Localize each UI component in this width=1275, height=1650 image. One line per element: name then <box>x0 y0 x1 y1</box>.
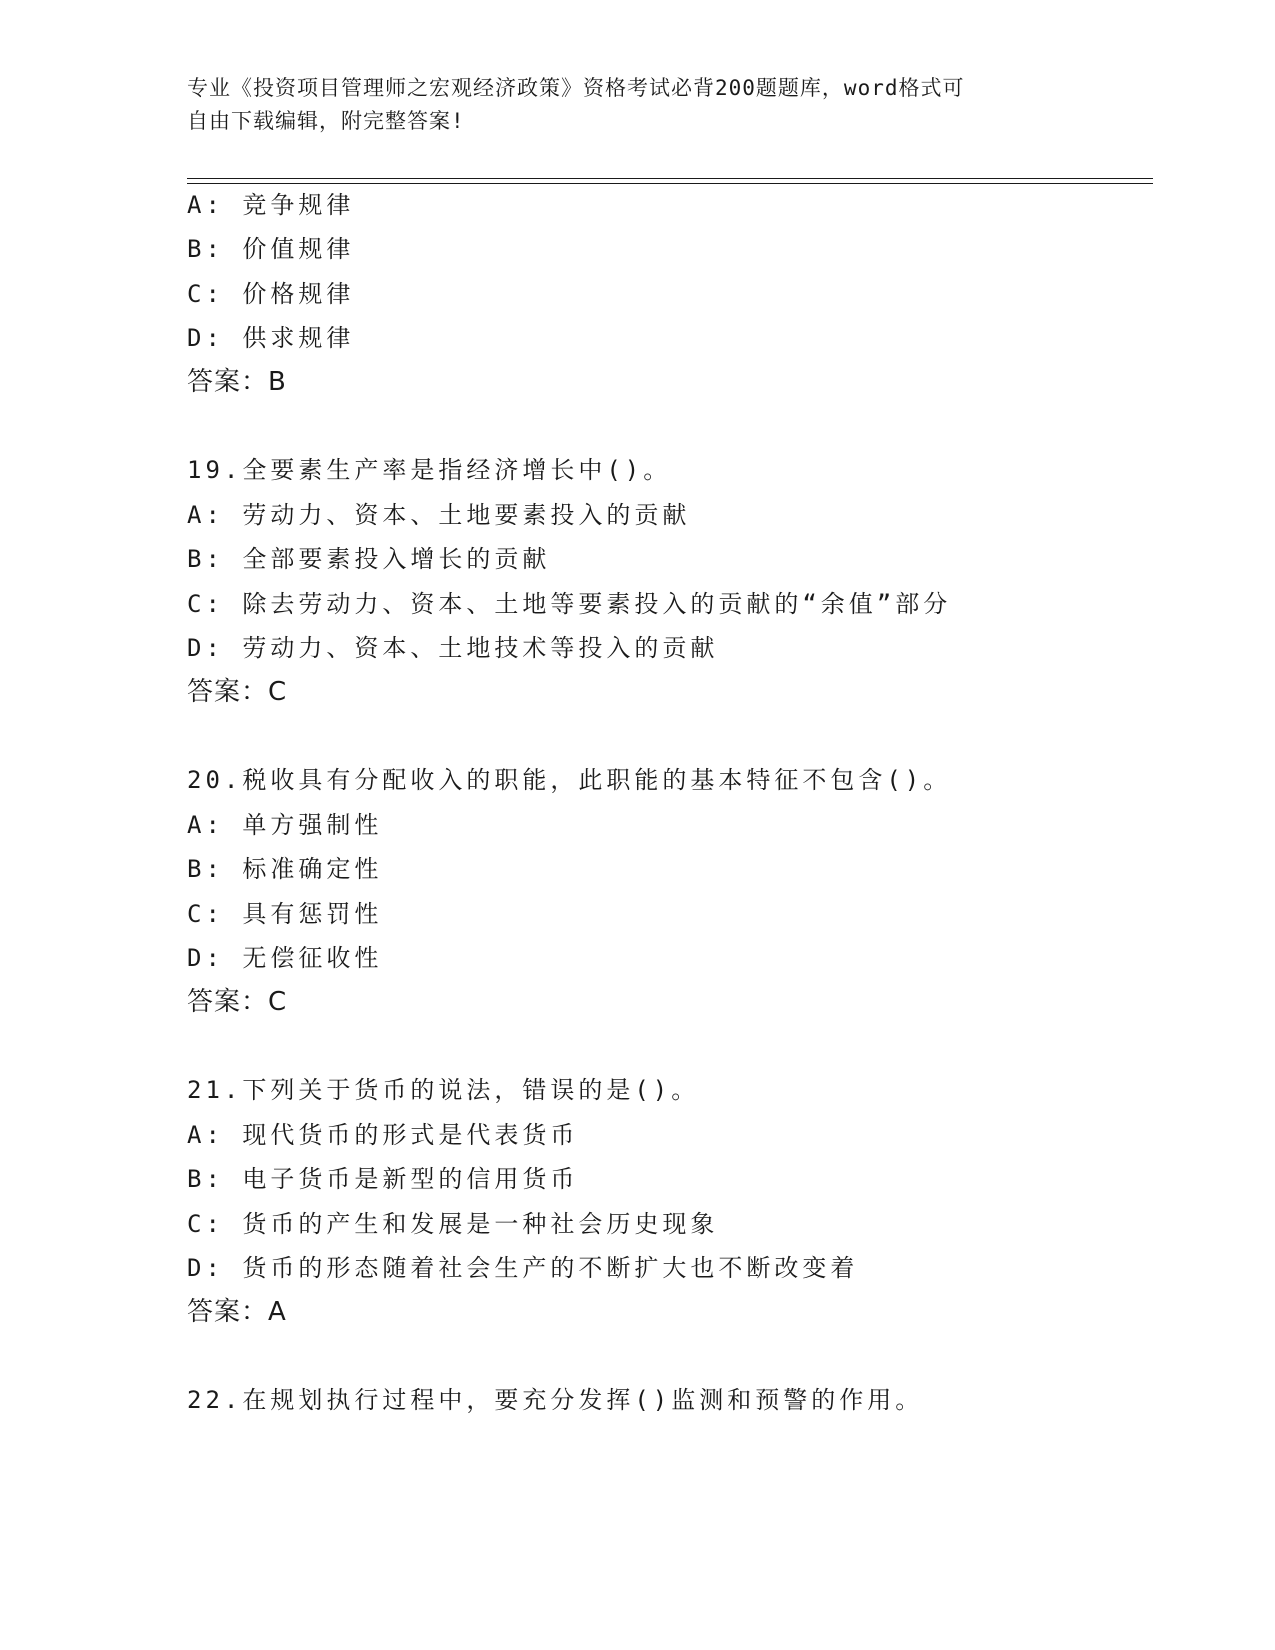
q21-question: 21.下列关于货币的说法，错误的是()。 <box>187 1076 700 1104</box>
q19-option-c: C: 除去劳动力、资本、土地等要素投入的贡献的“余值”部分 <box>187 590 952 618</box>
q19-answer: 答案：C <box>187 677 288 707</box>
q18-option-d: D: 供求规律 <box>187 324 355 352</box>
q22-question: 22.在规划执行过程中，要充分发挥()监测和预警的作用。 <box>187 1386 924 1414</box>
q21-option-d: D: 货币的形态随着社会生产的不断扩大也不断改变着 <box>187 1254 859 1282</box>
q18-option-c: C: 价格规律 <box>187 280 355 308</box>
q18-option-b: B: 价值规律 <box>187 235 355 263</box>
q20-option-a: A: 单方强制性 <box>187 811 383 839</box>
q19-question: 19.全要素生产率是指经济增长中()。 <box>187 456 672 484</box>
q20-option-d: D: 无偿征收性 <box>187 944 383 972</box>
header-divider-top <box>187 178 1153 179</box>
header-divider-bottom <box>187 183 1153 184</box>
header-line-1: 专业《投资项目管理师之宏观经济政策》资格考试必背200题题库，word格式可 <box>187 76 965 100</box>
q21-option-a: A: 现代货币的形式是代表货币 <box>187 1121 579 1149</box>
q20-answer: 答案：C <box>187 987 288 1017</box>
q21-answer: 答案：A <box>187 1297 287 1327</box>
q18-option-a: A: 竞争规律 <box>187 191 355 219</box>
header-line-2: 自由下载编辑，附完整答案! <box>187 109 465 133</box>
q19-option-a: A: 劳动力、资本、土地要素投入的贡献 <box>187 501 691 529</box>
q21-option-b: B: 电子货币是新型的信用货币 <box>187 1165 579 1193</box>
q21-option-c: C: 货币的产生和发展是一种社会历史现象 <box>187 1210 719 1238</box>
q20-question: 20.税收具有分配收入的职能，此职能的基本特征不包含()。 <box>187 766 952 794</box>
document-header <box>187 72 1067 138</box>
q20-option-c: C: 具有惩罚性 <box>187 900 383 928</box>
q19-option-b: B: 全部要素投入增长的贡献 <box>187 545 551 573</box>
q19-option-d: D: 劳动力、资本、土地技术等投入的贡献 <box>187 634 719 662</box>
q18-answer: 答案：B <box>187 367 287 397</box>
q20-option-b: B: 标准确定性 <box>187 855 383 883</box>
